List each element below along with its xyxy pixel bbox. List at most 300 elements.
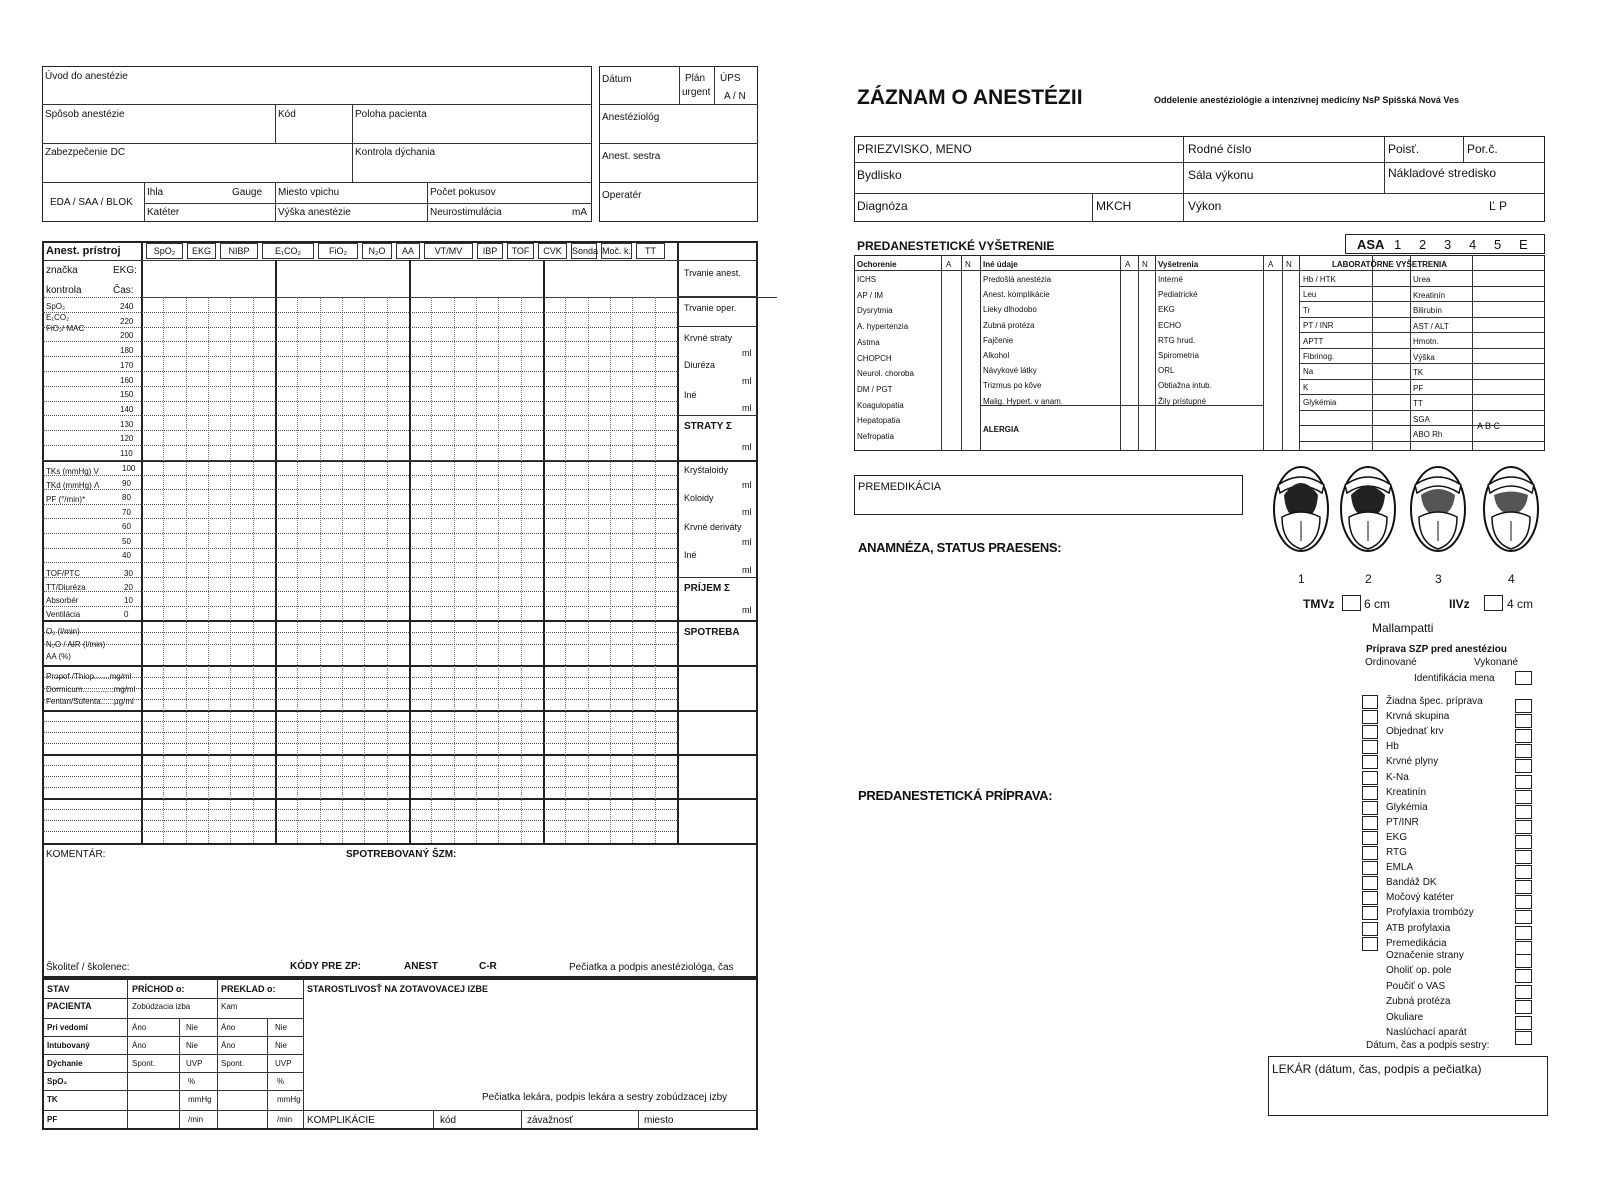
lab-right-0: Urea [1413, 275, 1431, 284]
prep-item-7: Glykémia [1386, 802, 1428, 813]
ochorenie-7: DM / PGT [857, 385, 893, 394]
monitoring-chart [42, 241, 758, 978]
scale-label-a-2: FiO₂/ MAC [46, 324, 85, 333]
stav-val-a-0-1: Áno [221, 1023, 236, 1032]
done-checkbox-extra-2[interactable] [1515, 985, 1532, 999]
vysetrenie-1: Pediatrické [1158, 290, 1198, 299]
ordered-checkbox-15[interactable] [1362, 922, 1378, 936]
prep-item-extra-1: Oholiť op. pole [1386, 965, 1452, 976]
stav-val-b-3-1: % [277, 1077, 285, 1086]
stav-val-a-0-0: Áno [132, 1023, 147, 1032]
ine-udaj-1: Anest. komplikácie [983, 290, 1050, 299]
drug-label-1: Dormicum..............mg/ml [46, 684, 136, 694]
scale-a-value-7: 140 [120, 404, 134, 414]
stav-row-label-1: Intubovaný [47, 1041, 90, 1050]
mallampati-class-2-figure [1337, 463, 1399, 559]
zavaznost-label: závažnosť [527, 1115, 573, 1126]
kody-label: KÓDY PRE ZP: [290, 961, 361, 972]
ine-2-label: Iné [684, 550, 697, 560]
lab-left-1: Leu [1303, 290, 1317, 299]
ml-9: ml [742, 605, 752, 615]
znacka-label: značka [46, 265, 78, 276]
stav-val-b-5-0: /min [188, 1115, 204, 1124]
done-checkbox-1[interactable] [1515, 714, 1532, 728]
gas-label-0: O₂ (l/min) [46, 627, 80, 636]
krystaloidy-label: Kryštaloidy [684, 465, 729, 475]
scale-b-value-0: 100 [122, 464, 136, 473]
stav-row-label-4: TK [47, 1095, 58, 1104]
mallampatti-label: Mallampatti [1372, 621, 1434, 635]
ordered-checkbox-6[interactable] [1362, 786, 1378, 800]
sala-label: Sála výkonu [1188, 168, 1254, 182]
column-header-1: EKG [187, 243, 216, 259]
col-ochorenie: Ochorenie [857, 260, 897, 269]
pocet-pokusov-label: Počet pokusov [430, 187, 496, 198]
priezvisko-label: PRIEZVISKO, MENO [857, 142, 972, 156]
ml-3: ml [742, 403, 752, 413]
mallampati-number-4: 4 [1508, 572, 1515, 586]
komplikacie-label: KOMPLIKÁCIE [307, 1115, 375, 1126]
scale-label-c-3: Ventilácia [46, 609, 81, 619]
vysetrenie-4: RTG hrud. [1158, 336, 1196, 345]
iivz-label: IIVz [1449, 597, 1470, 611]
iivz-checkbox[interactable] [1484, 595, 1503, 611]
asa-value-E: E [1519, 237, 1528, 252]
ordered-checkbox-12[interactable] [1362, 876, 1378, 890]
col-ine: Iné údaje [983, 260, 1018, 269]
ordinovane-label: Ordinované [1365, 657, 1417, 668]
scale-a-value-5: 160 [120, 375, 134, 385]
asa-label: ASA [1357, 237, 1385, 252]
scale-label-c-0: TOF/PTC [46, 569, 81, 578]
ordered-checkbox-14[interactable] [1362, 906, 1378, 920]
done-checkbox-16[interactable] [1515, 941, 1532, 955]
uvod-label: Úvod do anestézie [45, 71, 128, 82]
ine-udaj-2: Lieky dlhodobo [983, 305, 1037, 314]
column-header-4: FiO₂ [318, 243, 358, 259]
asa-value-2: 2 [1419, 237, 1427, 252]
done-checkbox-9[interactable] [1515, 835, 1532, 849]
scale-c-value-3: 0 [124, 609, 129, 619]
asa-value-4: 4 [1469, 237, 1477, 252]
skolitel-label: Školiteľ / školenec: [46, 962, 130, 973]
ordered-checkbox-11[interactable] [1362, 861, 1378, 875]
done-checkbox-0[interactable] [1515, 699, 1532, 713]
kontrola-dychania-label: Kontrola dýchania [355, 147, 436, 158]
scale-a-value-1: 220 [120, 316, 134, 326]
ml-6: ml [742, 507, 752, 517]
col-vysetrenia: Vyšetrenia [1158, 260, 1199, 269]
operater-label: Operatér [602, 190, 642, 201]
ine-udaj-3: Zubná protéza [983, 321, 1035, 330]
scale-c-value-0: 30 [124, 569, 133, 578]
drug-label-2: Fentan/Sufenta......µg/ml [46, 697, 134, 706]
scale-label-a-0: SpO₂ [46, 302, 66, 311]
lab-left-2: Tr [1303, 306, 1311, 315]
diagnoza-label: Diagnóza [857, 199, 908, 213]
done-checkbox-extra-3[interactable] [1515, 1000, 1532, 1014]
lab-right-2: Bilirubín [1413, 306, 1442, 315]
department-label: Oddelenie anestéziológie a intenzívnej medicíny NsP Spišská Nová Ves [1154, 95, 1459, 105]
prep-item-14: Profylaxia trombózy [1386, 907, 1474, 918]
vysetrenie-5: Spirometria [1158, 351, 1199, 360]
done-checkbox-5[interactable] [1515, 775, 1532, 789]
ml-5: ml [742, 480, 752, 490]
krvne-derivaty-label: Krvné deriváty [684, 522, 742, 532]
ine-label: Iné [684, 390, 697, 400]
vysetrenie-2: EKG [1158, 305, 1175, 314]
stav-val-b-5-1: /min [277, 1115, 293, 1124]
prep-item-4: Krvné plyny [1386, 756, 1439, 767]
prep-item-extra-2: Poučiť o VAS [1386, 981, 1446, 992]
col-n-1: N [965, 260, 971, 269]
prep-item-3: Hb [1386, 741, 1399, 752]
cas-label: Čas: [113, 285, 134, 296]
ochorenie-2: Dysrytmia [857, 306, 893, 315]
an-label: A / N [724, 91, 746, 102]
exam-table [854, 255, 1545, 451]
done-checkbox-3[interactable] [1515, 744, 1532, 758]
priprava-szp-label: Príprava SZP pred anestéziou [1366, 644, 1507, 655]
starostlivost-label: STAROSTLIVOSŤ NA ZOTAVOVACEJ IZBE [307, 984, 489, 994]
done-checkbox-extra-5[interactable] [1515, 1031, 1532, 1045]
spotrebovany-label: SPOTREBOVANÝ ŠZM: [346, 849, 457, 860]
scale-c-value-1: 20 [124, 582, 133, 592]
column-header-0: SpO₂ [146, 243, 183, 259]
done-checkbox-extra-0[interactable] [1515, 954, 1532, 968]
mallampati-class-3-figure [1407, 463, 1469, 559]
peciatka-lekara-label: Pečiatka lekára, podpis lekára a sestry zobúdzacej izby [482, 1092, 728, 1103]
lab-right-7: PF [1413, 384, 1424, 393]
column-header-11: Sonda [571, 243, 597, 259]
ochorenie-4: Astma [857, 338, 880, 347]
prep-item-5: K-Na [1386, 772, 1409, 783]
prep-item-13: Močový katéter [1386, 892, 1454, 903]
ine-udaj-7: Trizmus po kôve [983, 381, 1042, 390]
vyska-label: Výška anestézie [278, 207, 351, 218]
col-lab: LABORATÓRNE VYŠETRENIA [1332, 260, 1447, 269]
krvne-straty-label: Krvné straty [684, 333, 733, 343]
column-header-3: E₁CO₂ [262, 243, 314, 259]
stav-val-b-0-0: Nie [186, 1023, 199, 1032]
prichod-label: PRÍCHOD o: [132, 984, 185, 994]
ordered-checkbox-1[interactable] [1362, 710, 1378, 724]
rodne-cislo-label: Rodné číslo [1188, 142, 1252, 156]
prijem-label: PRÍJEM Σ [684, 583, 731, 594]
column-header-5: N₂O [362, 243, 392, 259]
scale-a-value-10: 110 [120, 449, 133, 458]
vysetrenie-7: Obtiažna intub. [1158, 381, 1212, 390]
scale-a-value-4: 170 [120, 360, 134, 370]
vysetrenie-8: Žily prístupné [1158, 397, 1207, 406]
kod-col-label: kód [440, 1115, 457, 1126]
ochorenie-5: CHOPCH [857, 354, 892, 363]
scale-a-value-8: 130 [120, 419, 134, 429]
asa-value-3: 3 [1444, 237, 1452, 252]
kontrola-label: kontrola [46, 285, 82, 296]
done-checkbox-11[interactable] [1515, 865, 1532, 879]
miesto-vpichu-label: Miesto vpichu [278, 187, 340, 198]
ine-udaj-5: Alkohol [983, 351, 1010, 360]
prep-item-0: Žiadna špec. príprava [1386, 696, 1483, 707]
ml-7: ml [742, 537, 752, 547]
scale-label-c-2: Absorbér [46, 596, 79, 605]
stav-val-a-1-1: Áno [221, 1041, 236, 1050]
predanest-priprava-label: PREDANESTETICKÁ PRÍPRAVA: [858, 788, 1053, 803]
stav-val-a-2-0: Spont. [132, 1059, 156, 1068]
ordered-checkbox-13[interactable] [1362, 891, 1378, 905]
sestra-label: Anest. sestra [602, 151, 661, 162]
lab-left-0: Hb / HTK [1303, 275, 1336, 284]
identifikacia-checkbox[interactable] [1515, 671, 1532, 685]
col-a-2: A [1125, 260, 1131, 269]
ochorenie-0: ICHS [857, 275, 877, 284]
mallampati-number-2: 2 [1365, 572, 1372, 586]
column-header-2: NIBP [220, 243, 258, 259]
sposob-label: Spôsob anestézie [45, 109, 125, 120]
prep-item-11: EMLA [1386, 862, 1414, 873]
prep-item-16: Premedikácia [1386, 938, 1447, 949]
stav-row-label-3: SpO₂ [47, 1077, 67, 1086]
lab-right-1: Kreatinín [1413, 291, 1446, 300]
lab-left-4: APTT [1303, 337, 1324, 346]
asa-value-1: 1 [1394, 237, 1402, 252]
mallampati-class-4-figure [1480, 463, 1542, 559]
column-header-12: Moč. k. [601, 243, 632, 259]
ordered-checkbox-2[interactable] [1362, 725, 1378, 739]
prep-item-extra-4: Okuliare [1386, 1012, 1424, 1023]
datum-label: Dátum [602, 74, 632, 85]
lab-left-8: Glykémia [1303, 398, 1337, 407]
scale-b-value-2: 80 [122, 493, 131, 502]
ekg-label: EKG: [113, 265, 137, 276]
ordered-checkbox-7[interactable] [1362, 801, 1378, 815]
prep-item-9: EKG [1386, 832, 1408, 843]
ochorenie-3: A. hypertenzia [857, 322, 909, 331]
prep-item-15: ATB profylaxia [1386, 923, 1451, 934]
done-checkbox-13[interactable] [1515, 895, 1532, 909]
sga-abc: A B C [1477, 421, 1501, 431]
scale-b-value-5: 50 [122, 536, 131, 546]
six-cm-label: 6 cm [1364, 597, 1391, 611]
done-checkbox-14[interactable] [1515, 910, 1532, 924]
scale-label-b-1: TKd (mmHg) Λ [46, 481, 100, 490]
column-header-6: AA [396, 243, 420, 259]
premedikacia-label: PREMEDIKÁCIA [858, 481, 942, 493]
lab-left-3: PT / INR [1303, 321, 1334, 330]
lp-label: Ľ P [1489, 199, 1508, 213]
stav-row-label-0: Pri vedomí [47, 1023, 88, 1032]
ine-udaj-4: Fajčenie [983, 336, 1014, 345]
diureza-label: Diuréza [684, 360, 716, 370]
lab-right-6: TK [1413, 368, 1424, 377]
nakladove-label: Nákladové stredisko [1388, 166, 1497, 180]
col-a-1: A [946, 260, 952, 269]
prep-item-8: PT/INR [1386, 817, 1419, 828]
scale-c-value-2: 10 [124, 596, 133, 605]
trvanie-oper-label: Trvanie oper. [684, 303, 737, 313]
lab-left-6: Na [1303, 367, 1314, 376]
done-checkbox-extra-1[interactable] [1515, 969, 1532, 983]
stav-val-b-1-0: Nie [186, 1041, 199, 1050]
done-checkbox-15[interactable] [1515, 926, 1532, 940]
stav-row-label-2: Dýchanie [47, 1059, 83, 1068]
ordered-checkbox-8[interactable] [1362, 816, 1378, 830]
scale-label-c-1: TT/Diuréza [46, 582, 86, 592]
prep-item-10: RTG [1386, 847, 1407, 858]
datum-podpis-label: Dátum, čas a podpis sestry: [1366, 1040, 1490, 1051]
kateter-label: Katéter [147, 207, 180, 218]
anesteziolog-label: Anestéziológ [602, 112, 660, 123]
vykon-label: Výkon [1188, 199, 1222, 213]
miesto-label: miesto [644, 1115, 674, 1126]
four-cm-label: 4 cm [1507, 597, 1534, 611]
scale-a-value-3: 180 [120, 346, 134, 356]
ordered-checkbox-5[interactable] [1362, 771, 1378, 785]
prep-item-12: Bandáž DK [1386, 877, 1437, 888]
poloha-label: Poloha pacienta [355, 109, 427, 120]
vysetrenie-6: ORL [1158, 366, 1175, 375]
lab-left-7: K [1303, 383, 1309, 392]
vysetrenie-0: Interné [1158, 275, 1183, 284]
stav-label: STAV [47, 984, 70, 994]
asa-value-5: 5 [1494, 237, 1502, 252]
plan-label: Plán [685, 73, 706, 84]
ochorenie-6: Neurol. choroba [857, 369, 914, 378]
scale-label-b-0: TKs (mmHg) V [46, 467, 99, 476]
kod-label: Kód [278, 109, 296, 120]
prep-item-1: Krvná skupina [1386, 711, 1450, 722]
poist-label: Poisť. [1388, 142, 1420, 156]
predanest-vys-label: PREDANESTETICKÉ VYŠETRENIE [857, 239, 1055, 253]
stav-val-b-2-0: UVP [186, 1059, 203, 1068]
tmvz-checkbox[interactable] [1342, 595, 1361, 611]
ordered-checkbox-0[interactable] [1362, 695, 1378, 709]
komentar-label: KOMENTÁR: [46, 849, 106, 860]
stav-val-b-3-0: % [188, 1077, 196, 1086]
done-checkbox-8[interactable] [1515, 820, 1532, 834]
gas-label-1: N₂O / AIR (l/min) [46, 639, 106, 649]
stav-val-a-2-1: Spont. [221, 1059, 245, 1068]
scale-b-value-6: 40 [122, 551, 131, 560]
ordered-checkbox-3[interactable] [1362, 740, 1378, 754]
anest-code-label: ANEST [404, 961, 438, 972]
done-checkbox-extra-4[interactable] [1515, 1016, 1532, 1030]
done-checkbox-4[interactable] [1515, 759, 1532, 773]
stav-row-label-5: PF [47, 1115, 58, 1124]
stav-val-b-4-0: mmHg [188, 1095, 212, 1104]
column-header-8: IBP [477, 243, 503, 259]
ihla-label: Ihla [147, 187, 164, 198]
ups-label: ÚPS [720, 73, 741, 84]
ine-udaj-0: Predošlá anestézia [983, 275, 1052, 284]
ordered-checkbox-4[interactable] [1362, 755, 1378, 769]
zabezpecenie-label: Zabezpečenie DC [45, 147, 126, 158]
gauge-label: Gauge [232, 187, 263, 198]
identifikacia-label: Identifikácia mena [1414, 673, 1495, 684]
ochorenie-8: Koagulopatia [857, 401, 904, 410]
scale-a-value-0: 240 [120, 302, 134, 311]
prep-item-extra-0: Označenie strany [1386, 950, 1464, 961]
tmvz-label: TMVz [1303, 597, 1335, 611]
zobudzacia-label: Zobúdzacia izba [132, 1002, 191, 1011]
trvanie-anest-label: Trvanie anest. [684, 268, 741, 278]
stav-val-b-2-1: UVP [275, 1059, 292, 1068]
ine-udaj-8: Malig. Hypert. v anam. [983, 397, 1064, 406]
lab-right-9: SGA [1413, 415, 1430, 424]
scale-a-value-2: 200 [120, 331, 134, 341]
done-checkbox-12[interactable] [1515, 880, 1532, 894]
prep-item-6: Kreatinín [1386, 787, 1427, 798]
stav-val-b-0-1: Nie [275, 1023, 288, 1032]
done-checkbox-6[interactable] [1515, 790, 1532, 804]
ml-8: ml [742, 565, 752, 575]
stav-val-b-1-1: Nie [275, 1041, 288, 1050]
ma-label: mA [572, 207, 587, 218]
ml-2: ml [742, 376, 752, 386]
lab-right-10: ABO Rh [1413, 430, 1443, 439]
done-checkbox-10[interactable] [1515, 850, 1532, 864]
col-n-3: N [1286, 260, 1292, 269]
neurostimulacia-label: Neurostimulácia [430, 207, 502, 218]
column-header-7: VT/MV [424, 243, 473, 259]
scale-b-value-1: 90 [122, 478, 131, 488]
ordered-checkbox-10[interactable] [1362, 846, 1378, 860]
scale-a-value-9: 120 [120, 434, 134, 444]
gas-label-2: AA (%) [46, 652, 71, 661]
drug-label-0: Propof /Thiop.......mg/ml [46, 672, 132, 681]
peciatka-label: Pečiatka a podpis anestéziológa, čas [569, 962, 734, 973]
alergia-label: ALERGIA [983, 425, 1019, 434]
stav-val-a-1-0: Áno [132, 1041, 147, 1050]
scale-label-b-2: PF (°/min)* [46, 495, 86, 504]
mkch-label: MKCH [1096, 199, 1132, 213]
mallampati-number-3: 3 [1435, 572, 1442, 586]
urgent-label: urgent [682, 87, 711, 98]
column-header-9: TOF [507, 243, 534, 259]
prep-item-2: Objednať krv [1386, 726, 1444, 737]
ml-4: ml [742, 442, 752, 452]
col-a-3: A [1268, 260, 1274, 269]
prep-item-extra-5: Naslúchací aparát [1386, 1027, 1467, 1038]
eda-label: EDA / SAA / BLOK [50, 197, 133, 208]
scale-b-value-4: 60 [122, 522, 131, 531]
bydlisko-label: Bydlisko [857, 168, 902, 182]
anest-pristroj-label: Anest. prístroj [46, 245, 121, 257]
ochorenie-1: AP / IM [857, 291, 884, 300]
scale-label-a-1: E₁CO₂ [46, 313, 70, 322]
ochorenie-9: Hepatopatia [857, 416, 901, 425]
lekar-label: LEKÁR (dátum, čas, podpis a pečiatka) [1272, 1062, 1482, 1076]
preklad-label: PREKLAD o: [221, 984, 276, 994]
column-header-13: TT [636, 243, 665, 259]
ordered-checkbox-16[interactable] [1362, 937, 1378, 951]
porc-label: Por.č. [1467, 142, 1498, 156]
ine-udaj-6: Návykové látky [983, 366, 1037, 375]
anamneza-label: ANAMNÉZA, STATUS PRAESENS: [858, 540, 1062, 555]
prep-item-extra-3: Zubná protéza [1386, 996, 1451, 1007]
lab-right-8: TT [1413, 399, 1423, 408]
ml-1: ml [742, 348, 752, 358]
lab-right-5: Výška [1413, 353, 1435, 362]
ordered-checkbox-9[interactable] [1362, 831, 1378, 845]
scale-a-value-6: 150 [120, 390, 134, 400]
col-n-2: N [1142, 260, 1148, 269]
done-checkbox-7[interactable] [1515, 805, 1532, 819]
done-checkbox-2[interactable] [1515, 729, 1532, 743]
koloidy-label: Koloidy [684, 493, 714, 503]
mallampati-number-1: 1 [1298, 572, 1305, 586]
